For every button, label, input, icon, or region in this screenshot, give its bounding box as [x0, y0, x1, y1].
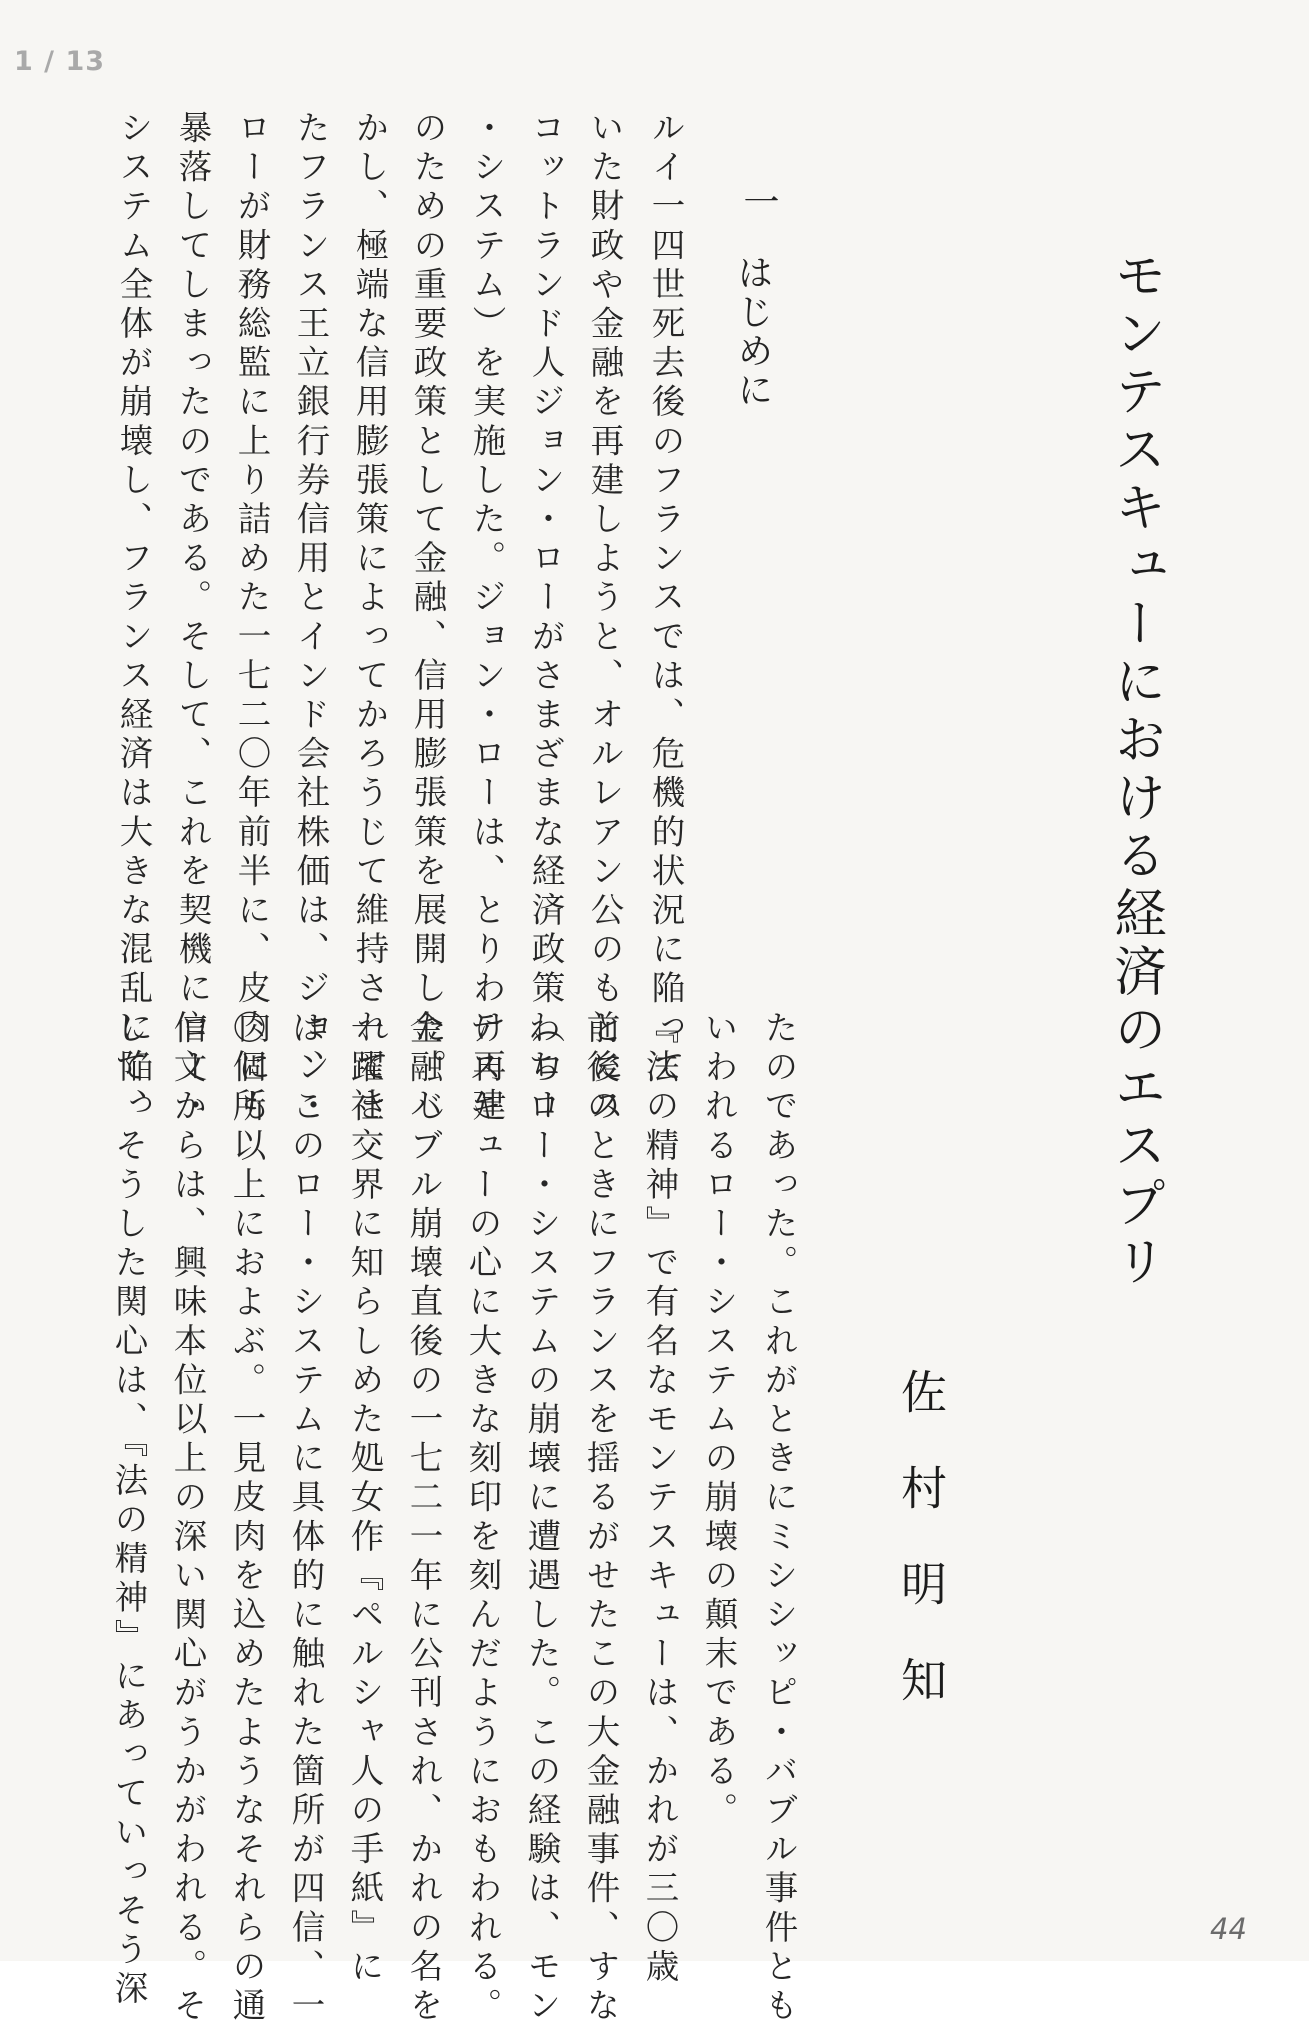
- page-indicator: 1 / 13: [14, 46, 106, 77]
- body-line: 一躍社交界に知らしめた処女作『ペルシャ人の手紙』に: [345, 1010, 384, 1988]
- author-name: 佐村明知: [894, 1368, 948, 1752]
- body-line: して、そうした関心は、『法の精神』にあっていっそう深: [109, 1010, 148, 2010]
- body-line: いた財政や金融を再建しようと、オルレアン公のもとにス: [585, 110, 624, 1127]
- body-line: いわれるロー・システムの崩壊の顛末である。: [699, 1010, 738, 1832]
- body-line: ルイ一四世死去後のフランスでは、危機的状況に陥って: [646, 110, 685, 1088]
- body-line: テスキューの心に大きな刻印を刻んだようにおもわれる。: [463, 1010, 502, 2027]
- body-line: のための重要政策として金融、信用膨張策を展開した。し: [408, 110, 447, 1127]
- body-line: 金融バブル崩壊直後の一七二一年に公刊され、かれの名を: [404, 1010, 443, 2027]
- body-line: システム全体が崩壊し、フランス経済は大きな混乱に陥っ: [114, 110, 153, 1127]
- body-line: 『法の精神』で有名なモンテスキューは、かれが三〇歳: [640, 1010, 679, 1988]
- section-number: 一: [738, 183, 779, 219]
- body-line: 信文からは、興味本位以上の深い関心がうかがわれる。そ: [168, 1010, 207, 2027]
- body-line: 暴落してしまったのである。そして、これを契機にロー・: [173, 110, 212, 1127]
- body-line: 〇個所以上におよぶ。一見皮肉を込めたようなそれらの通: [227, 1010, 266, 2027]
- section-heading: はじめに: [732, 254, 773, 410]
- body-line: ・システム）を実施した。ジョン・ローは、とりわけ再建: [467, 110, 506, 1127]
- body-line: コットランド人ジョン・ローがさまざまな経済政策（ロー: [526, 110, 565, 1127]
- body-line: わちロー・システムの崩壊に遭遇した。この経験は、モン: [522, 1010, 561, 2027]
- page-number: 44: [1210, 1912, 1247, 1946]
- article-title: モンテスキューにおける経済のエスプリ: [1105, 248, 1165, 1292]
- body-line: ローが財務総監に上り詰めた一七二〇年前半に、皮肉にも: [232, 110, 271, 1127]
- body-line: かし、極端な信用膨張策によってかろうじて維持されてき: [350, 110, 389, 1127]
- body-line: は、このロー・システムに具体的に触れた箇所が四信、一: [286, 1010, 325, 2027]
- body-line: 前後のときにフランスを揺るがせたこの大金融事件、すな: [581, 1010, 620, 2027]
- body-line: たのであった。これがときにミシシッピ・バブル事件とも: [759, 1010, 798, 2027]
- body-line: たフランス王立銀行券信用とインド会社株価は、ジョン・: [291, 110, 330, 1127]
